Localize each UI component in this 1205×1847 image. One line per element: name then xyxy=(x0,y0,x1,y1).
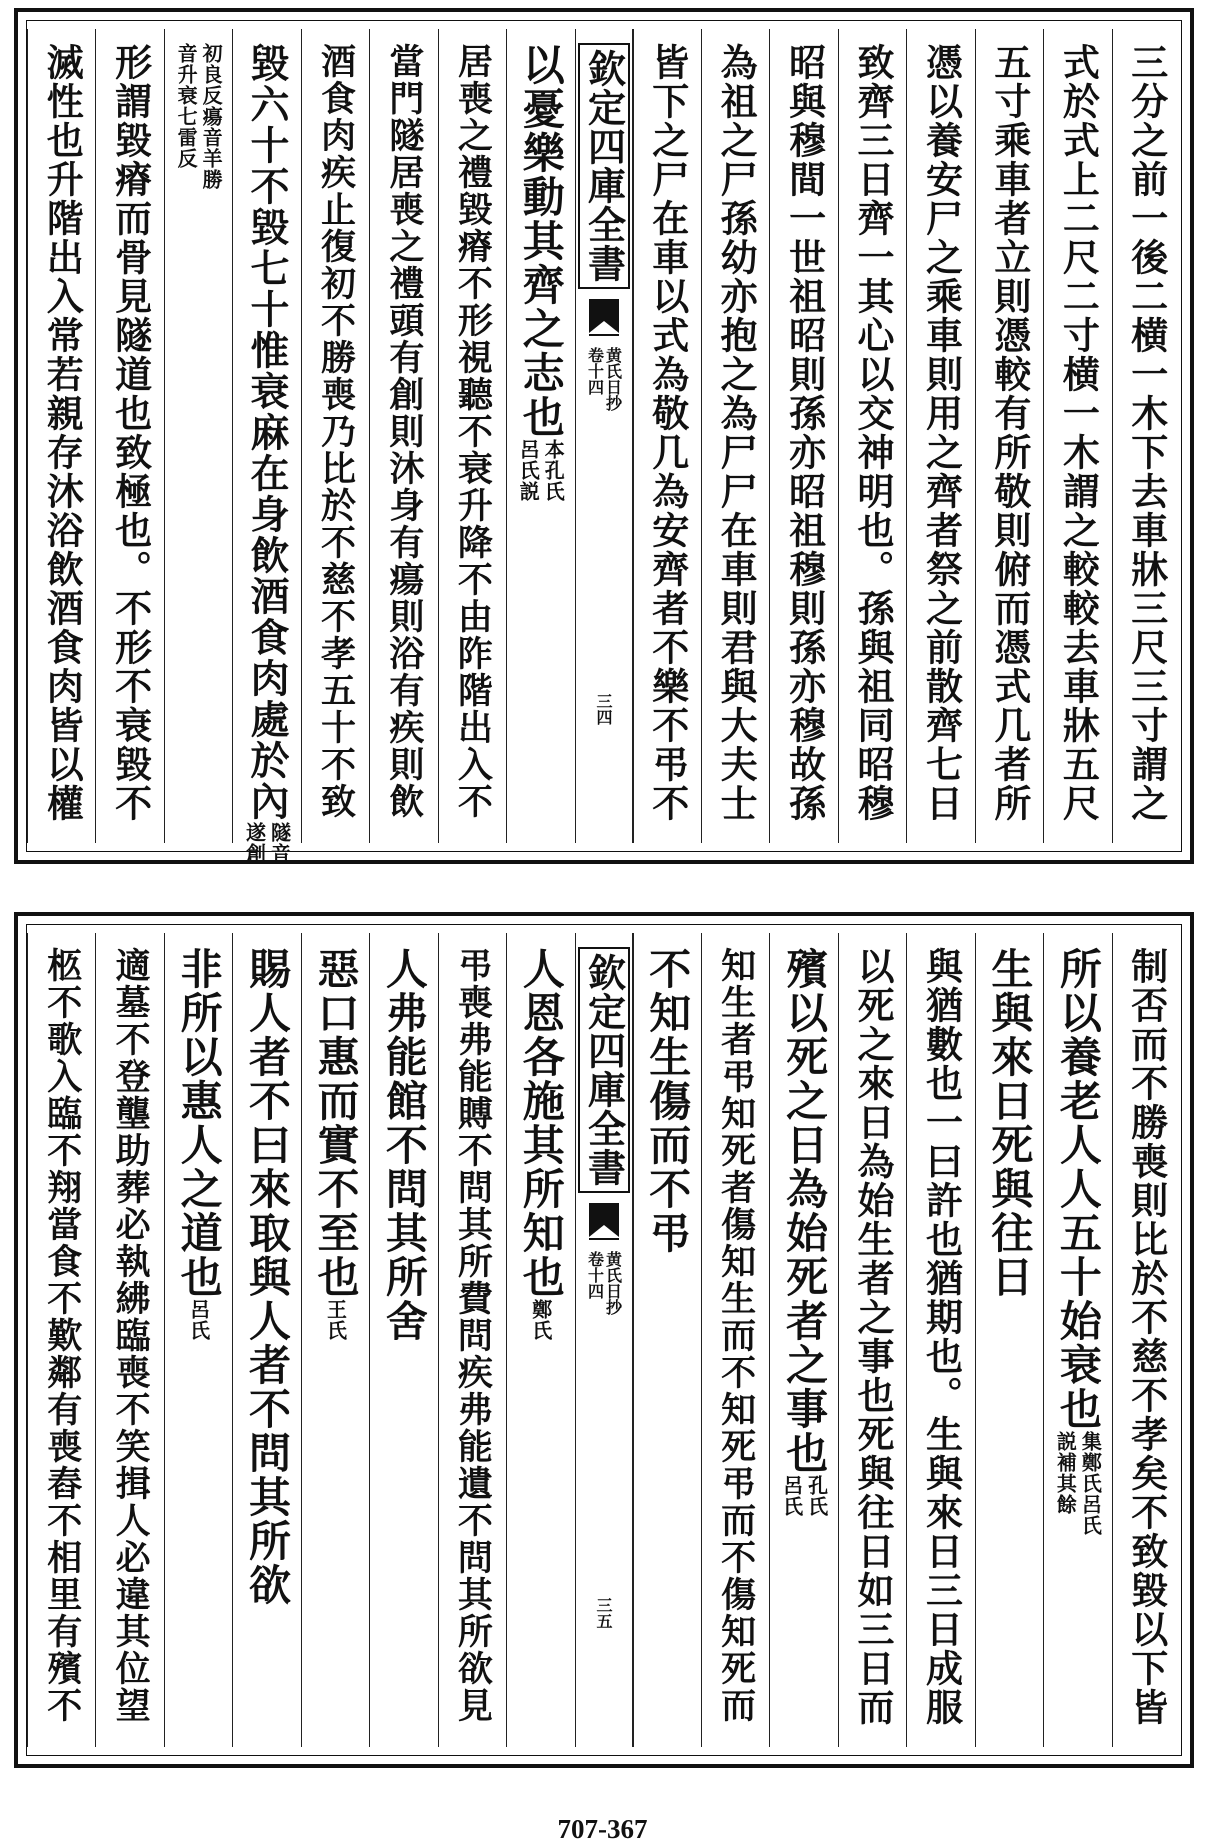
leaf-number: 三五 xyxy=(594,1597,613,1629)
text-column xyxy=(95,933,163,1747)
column-text: 弔喪弗能賻不問其所費問疾弗能遺不問其所欲見 xyxy=(452,947,494,1724)
annotation-note xyxy=(1054,1431,1101,1536)
text-column xyxy=(506,29,574,843)
annotation-note xyxy=(324,1299,346,1341)
annotation-note xyxy=(244,822,291,864)
annotation-line: 鄭氏 xyxy=(528,1299,553,1341)
bottom-page-frame xyxy=(14,912,1194,1768)
text-column xyxy=(438,933,506,1747)
column-text: 以死之來日為始生者之事也死與往日如三日而 xyxy=(851,947,896,1727)
column-text: 五寸乘車者立則憑較有所敬則俯而憑式几者所 xyxy=(987,43,1032,823)
center-spine xyxy=(575,933,633,1747)
column-text: 人弗能館不問其所舍 xyxy=(379,947,429,1343)
column-text: 惡口惠而實不至也 xyxy=(311,947,361,1299)
text-column xyxy=(975,933,1043,1747)
text-column xyxy=(701,29,769,843)
text-column xyxy=(438,29,506,843)
text-column xyxy=(164,29,232,843)
annotation-line: 呂氏説 xyxy=(516,439,541,502)
annotation-note xyxy=(517,439,564,502)
text-column xyxy=(1043,933,1111,1747)
column-text: 非所以惠人之道也 xyxy=(174,947,224,1299)
column-text: 生與來日死與往日 xyxy=(985,947,1035,1299)
book-title: 欽定四庫全書 xyxy=(578,947,630,1193)
text-column xyxy=(232,29,300,864)
book-title: 欽定四庫全書 xyxy=(578,43,630,289)
column-text: 憑以養安尸之乘車則用之齊者祭之前散齊七日 xyxy=(919,43,964,823)
column-text: 與猶數也一曰許也猶期也。生與來日三日成服 xyxy=(919,947,964,1727)
column-text: 所以養老人人五十始衰也 xyxy=(1053,947,1103,1431)
text-column xyxy=(232,933,300,1747)
text-column xyxy=(838,29,906,843)
volume-label xyxy=(586,347,622,411)
column-text: 柩不歌入臨不翔當食不歎鄰有喪舂不相里有殯不 xyxy=(41,947,83,1724)
column-text: 賜人者不曰來取與人者不問其所欲 xyxy=(243,947,293,1607)
leaf-number: 三四 xyxy=(594,693,613,725)
volume-label-line: 黄氏日抄 xyxy=(603,1251,623,1315)
text-column xyxy=(164,933,232,1747)
column-text: 為祖之尸孫幼亦抱之為尸尸在車則君與大夫士 xyxy=(714,43,759,823)
column-text: 當門隧居喪之禮頭有創則沐身有瘍則浴有疾則飲 xyxy=(383,43,425,820)
column-text: 殯以死之日為始死者之事也 xyxy=(780,947,830,1475)
bottom-page-inner-border xyxy=(26,924,1182,1756)
column-text: 致齊三日齊一其心以交神明也。孫與祖同昭穆 xyxy=(851,43,896,823)
fish-tail-mark-icon xyxy=(589,299,619,339)
annotation-line: 本孔氏 xyxy=(541,439,566,502)
annotation-line: 遂創 xyxy=(242,822,267,864)
annotation-note xyxy=(530,1299,552,1341)
text-column xyxy=(633,933,701,1747)
text-column xyxy=(1112,29,1180,843)
annotation-line: 王氏 xyxy=(323,1299,348,1341)
annotation-line: 初良反瘍音羊勝 xyxy=(199,43,224,190)
annotation-note xyxy=(175,43,222,190)
text-column xyxy=(975,29,1043,843)
text-column xyxy=(838,933,906,1747)
top-page-frame xyxy=(14,8,1194,864)
text-column xyxy=(769,933,837,1747)
annotation-line: 隧音 xyxy=(267,822,292,864)
column-text: 形謂毀瘠而骨見隧道也致極也。不形不衰毀不 xyxy=(108,43,153,823)
text-column xyxy=(906,933,974,1747)
volume-label-line: 黄氏日抄 xyxy=(603,347,623,411)
column-text: 知生者弔知死者傷知生而不知死弔而不傷知死而 xyxy=(715,947,757,1724)
column-text: 滅性也升階出入常若親存沐浴飲酒食肉皆以權 xyxy=(40,43,85,823)
column-text: 不知生傷而不弔 xyxy=(643,947,693,1255)
volume-label-line: 卷十四 xyxy=(585,347,605,395)
annotation-line: 音升衰七雷反 xyxy=(174,43,199,169)
column-text: 酒食肉疾止復初不勝喪乃比於不慈不孝五十不致 xyxy=(315,43,357,820)
text-column xyxy=(1043,29,1111,843)
text-column xyxy=(27,29,95,843)
text-column xyxy=(301,933,369,1747)
annotation-note xyxy=(781,1475,828,1517)
text-column xyxy=(301,29,369,843)
column-text: 以憂樂動其齊之志也 xyxy=(516,43,566,439)
text-column xyxy=(701,933,769,1747)
volume-label-line: 卷十四 xyxy=(585,1251,605,1299)
text-column xyxy=(1112,933,1180,1747)
annotation-line: 呂氏 xyxy=(779,1475,804,1517)
text-column xyxy=(769,29,837,843)
text-column xyxy=(27,933,95,1747)
column-text: 人恩各施其所知也 xyxy=(516,947,566,1299)
text-column xyxy=(369,29,437,843)
top-page-inner-border xyxy=(26,20,1182,864)
column-text: 三分之前一後二横一木下去車牀三尺三寸謂之 xyxy=(1124,43,1169,823)
text-column xyxy=(633,29,701,843)
column-text: 毀六十不毀七十惟衰麻在身飲酒食肉處於內 xyxy=(244,43,291,822)
column-text: 居喪之禮毀瘠不形視聽不衰升降不由阼階出入不 xyxy=(452,43,494,820)
annotation-line: 孔氏 xyxy=(804,1475,829,1517)
annotation-line: 説補其餘 xyxy=(1053,1431,1078,1515)
page-number: 707-367 xyxy=(557,1814,648,1844)
column-text: 昭與穆間一世祖昭則孫亦昭祖穆則孫亦穆故孫 xyxy=(782,43,827,823)
text-column xyxy=(906,29,974,843)
annotation-line: 呂氏 xyxy=(186,1299,211,1341)
text-column xyxy=(369,933,437,1747)
text-column xyxy=(506,933,574,1747)
fish-tail-mark-icon xyxy=(589,1203,619,1243)
text-column xyxy=(95,29,163,843)
column-text: 皆下之尸在車以式為敬几為安齊者不樂不弔不 xyxy=(645,43,690,823)
volume-label xyxy=(586,1251,622,1315)
annotation-line: 集鄭氏呂氏 xyxy=(1078,1431,1103,1536)
column-text: 適墓不登壟助葬必執紼臨喪不笑揖人必違其位望 xyxy=(110,947,152,1724)
column-text: 式於式上二尺二寸横一木謂之較較去車牀五尺 xyxy=(1056,43,1101,823)
center-spine xyxy=(575,29,633,843)
annotation-note xyxy=(188,1299,210,1341)
column-text: 制否而不勝喪則比於不慈不孝矣不致毀以下皆 xyxy=(1124,947,1169,1727)
